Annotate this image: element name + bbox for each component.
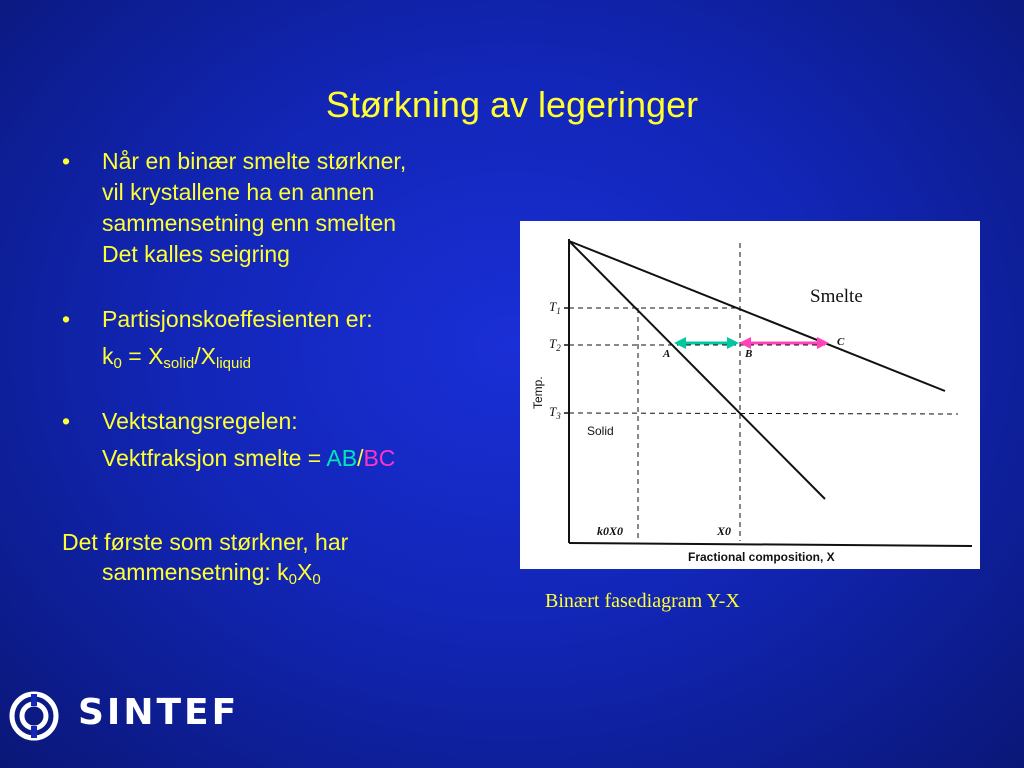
lever-formula: [102, 443, 502, 474]
phase-diagram-svg: [520, 221, 980, 569]
solid-label: Solid: [587, 424, 614, 438]
sintef-logo-icon: [8, 690, 60, 742]
bullet-marker: •: [62, 306, 71, 332]
text-prefix: Vektfraksjon smelte =: [102, 445, 327, 471]
formula-k-sub: 0: [113, 355, 122, 372]
first-solid-text: [62, 527, 502, 587]
partition-term: Partisjonskoeffesienten: [102, 306, 340, 332]
seigring-term: seigring: [209, 241, 290, 267]
sintef-logo-text: SINTEF: [78, 692, 240, 733]
slide-title: Størkning av legeringer: [325, 84, 699, 125]
solidus-line: [569, 241, 825, 499]
bullet-lever-rule: [62, 406, 502, 474]
phase-diagram: [520, 221, 980, 569]
point-c-label: C: [837, 336, 845, 348]
text-prefix: Det kalles: [102, 241, 210, 267]
formula-x-liquid-sub: liquid: [216, 355, 252, 372]
x-axis: [569, 543, 972, 546]
sintef-logo: [8, 690, 248, 740]
x-symbol: X: [296, 559, 313, 585]
t1-label: $T_1$: [549, 299, 561, 316]
bullet-text-line: Når en binær smelte størkner,: [102, 148, 407, 174]
final-line-1: Det første som størkner, har: [62, 529, 349, 555]
bullet-text-line: Vektstangsregelen:: [102, 408, 298, 434]
point-a-label: A: [663, 348, 671, 360]
bullet-seigring: [62, 146, 502, 270]
bullet-list: [62, 146, 502, 494]
x-sub: 0: [312, 571, 321, 588]
y-axis-label: Temp.: [531, 376, 545, 409]
bullet-text-line: [102, 304, 502, 335]
t2-label: $T_2$: [549, 336, 561, 353]
formula-x-liquid: X: [200, 343, 216, 369]
melt-label: Smelte: [810, 286, 863, 307]
bc-segment-label: BC: [363, 445, 396, 471]
bullet-partition: [62, 304, 502, 372]
ab-segment-label: AB: [326, 445, 358, 471]
bullet-text-line: vil krystallene ha en annen: [102, 179, 375, 205]
x0-tick-label: X0: [717, 524, 732, 538]
bullet-text-line: sammensetning enn smelten: [102, 210, 397, 236]
text-prefix: sammensetning: k: [102, 559, 289, 585]
t3-label: $T_3$: [549, 404, 561, 421]
k0x0-tick-label: k0X0: [597, 524, 624, 538]
t3-guide: [569, 413, 958, 414]
bullet-text-line: [102, 239, 502, 270]
diagram-caption: Binært fasediagram Y-X: [545, 590, 740, 612]
bullet-marker: •: [62, 148, 71, 174]
partition-formula: [102, 341, 502, 372]
formula-x-solid: X: [148, 343, 164, 369]
k-sub: 0: [288, 571, 297, 588]
formula-slash: /: [357, 445, 364, 471]
point-b-label: B: [745, 348, 753, 360]
text-suffix: er:: [339, 306, 373, 332]
liquidus-line: [569, 241, 945, 391]
formula-slash: /: [194, 343, 201, 369]
bullet-marker: •: [62, 408, 71, 434]
x-axis-label: Fractional composition, X: [688, 550, 835, 564]
formula-x-solid-sub: solid: [163, 355, 195, 372]
formula-eq: =: [121, 343, 149, 369]
formula-k: k: [102, 343, 114, 369]
final-line-2: [62, 557, 502, 587]
